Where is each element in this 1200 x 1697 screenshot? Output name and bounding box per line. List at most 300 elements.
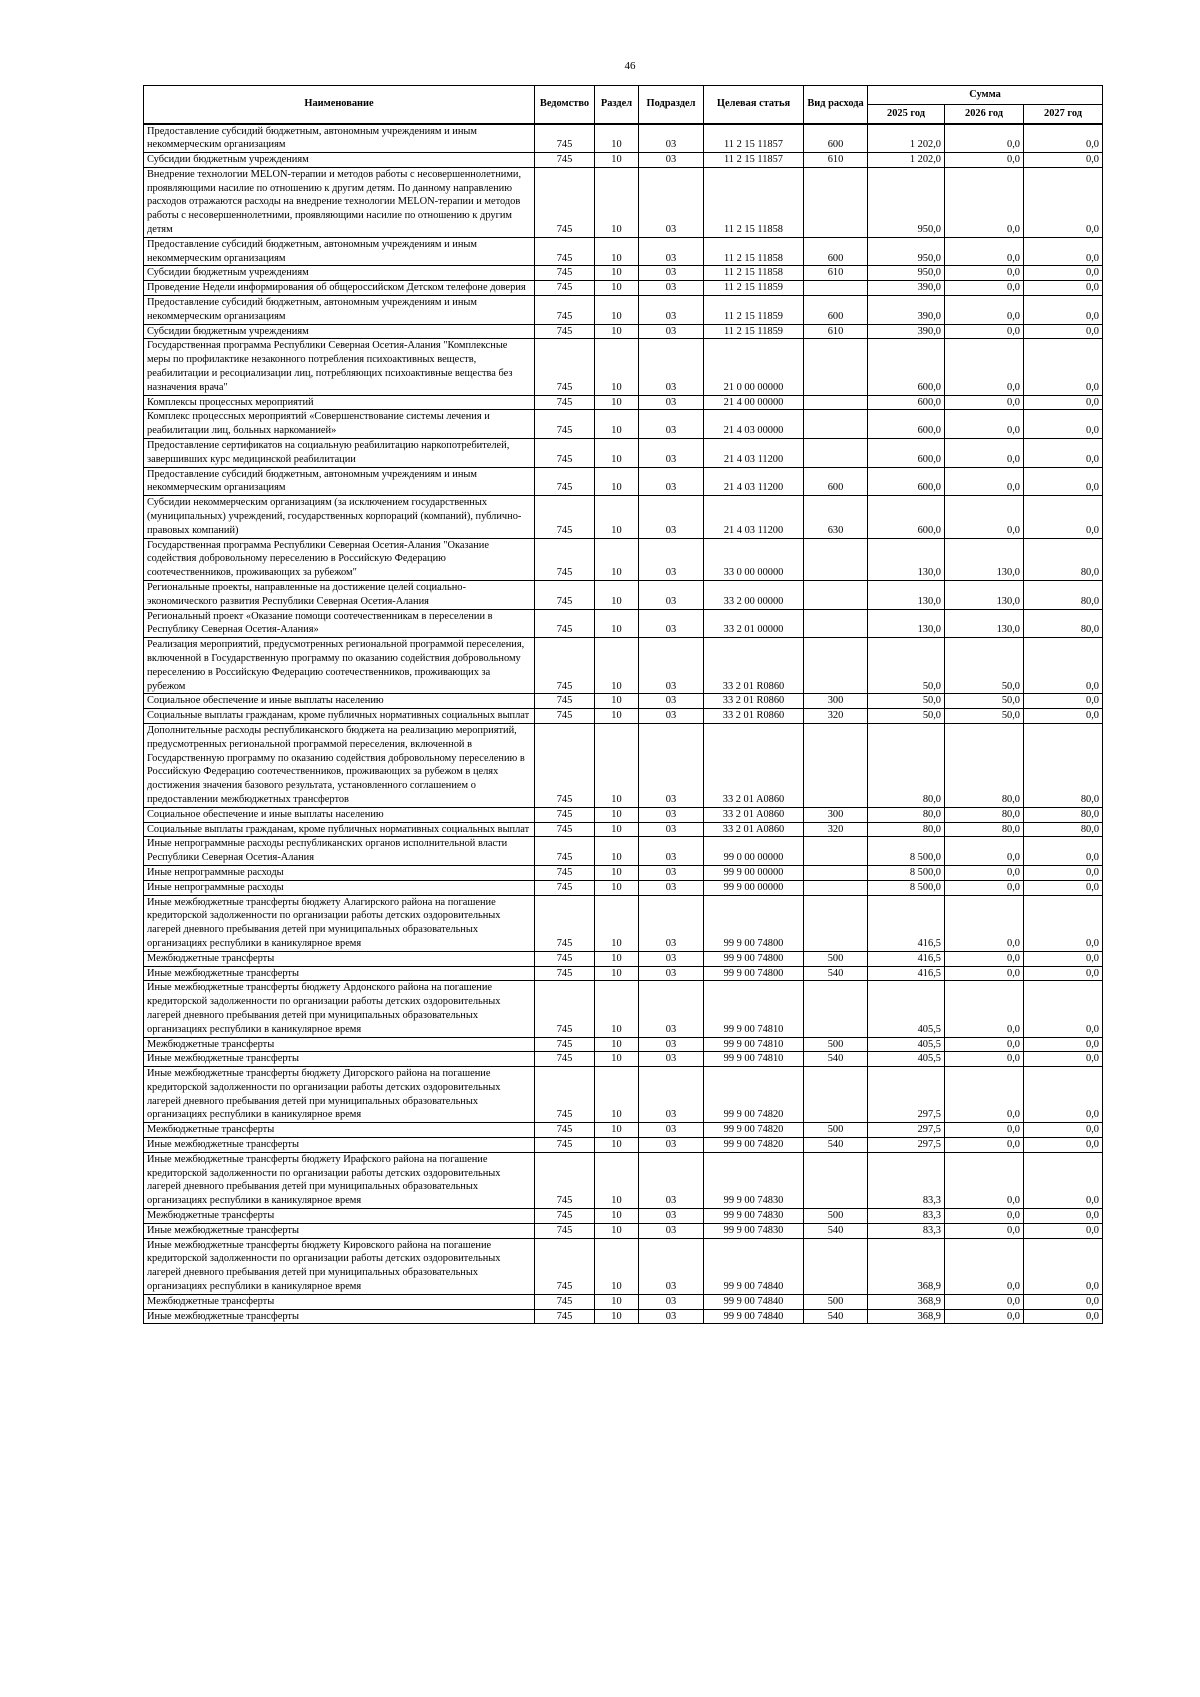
cell-tselevaya-statya: 99 9 00 74810 — [704, 981, 804, 1037]
cell-vedomstvo: 745 — [535, 1152, 595, 1208]
table-row — [144, 895, 1103, 951]
cell-sum-2027: 0,0 — [1024, 410, 1103, 439]
cell-vedomstvo: 745 — [535, 339, 595, 395]
cell-razdel: 10 — [595, 237, 639, 266]
cell-sum-2027: 0,0 — [1024, 1052, 1103, 1067]
cell-sum-2026: 0,0 — [945, 1294, 1024, 1309]
cell-sum-2025: 600,0 — [868, 395, 945, 410]
cell-razdel: 10 — [595, 1309, 639, 1324]
table-row — [144, 837, 1103, 866]
cell-razdel: 10 — [595, 638, 639, 694]
cell-vid-raskhoda — [804, 410, 868, 439]
cell-vid-raskhoda — [804, 981, 868, 1037]
cell-sum-2027: 0,0 — [1024, 709, 1103, 724]
cell-razdel: 10 — [595, 581, 639, 610]
cell-razdel: 10 — [595, 1037, 639, 1052]
cell-razdel: 10 — [595, 496, 639, 538]
cell-sum-2025: 8 500,0 — [868, 880, 945, 895]
cell-sum-2026: 0,0 — [945, 981, 1024, 1037]
cell-razdel: 10 — [595, 1123, 639, 1138]
cell-vid-raskhoda: 500 — [804, 1294, 868, 1309]
table-row — [144, 1067, 1103, 1123]
cell-sum-2026: 0,0 — [945, 880, 1024, 895]
cell-sum-2027: 0,0 — [1024, 467, 1103, 496]
cell-razdel: 10 — [595, 1138, 639, 1153]
table-row — [144, 822, 1103, 837]
cell-vedomstvo: 745 — [535, 281, 595, 296]
cell-sum-2027: 0,0 — [1024, 1152, 1103, 1208]
cell-razdel: 10 — [595, 1294, 639, 1309]
cell-vid-raskhoda — [804, 395, 868, 410]
cell-vid-raskhoda: 500 — [804, 1123, 868, 1138]
cell-name: Субсидии бюджетным учреждениям — [144, 153, 535, 168]
table-row — [144, 439, 1103, 468]
cell-sum-2026: 0,0 — [945, 496, 1024, 538]
cell-sum-2026: 130,0 — [945, 609, 1024, 638]
cell-sum-2025: 416,5 — [868, 966, 945, 981]
cell-vid-raskhoda — [804, 1238, 868, 1294]
cell-name: Региональный проект «Оказание помощи соотечественникам в переселении в Республику Северная Осетия-Алания» — [144, 609, 535, 638]
cell-podrazdel: 03 — [639, 709, 704, 724]
cell-sum-2026: 0,0 — [945, 153, 1024, 168]
cell-razdel: 10 — [595, 822, 639, 837]
cell-sum-2025: 50,0 — [868, 694, 945, 709]
table-row — [144, 609, 1103, 638]
cell-name: Предоставление субсидий бюджетным, автономным учреждениям и иным некоммерческим организациям — [144, 467, 535, 496]
cell-sum-2025: 390,0 — [868, 296, 945, 325]
cell-razdel: 10 — [595, 1238, 639, 1294]
cell-sum-2025: 405,5 — [868, 1052, 945, 1067]
cell-sum-2026: 0,0 — [945, 951, 1024, 966]
cell-vedomstvo: 745 — [535, 609, 595, 638]
cell-tselevaya-statya: 99 9 00 74840 — [704, 1309, 804, 1324]
cell-sum-2026: 0,0 — [945, 339, 1024, 395]
cell-vedomstvo: 745 — [535, 266, 595, 281]
cell-sum-2026: 0,0 — [945, 124, 1024, 153]
cell-sum-2026: 0,0 — [945, 1209, 1024, 1224]
cell-razdel: 10 — [595, 153, 639, 168]
cell-podrazdel: 03 — [639, 237, 704, 266]
cell-tselevaya-statya: 99 9 00 74820 — [704, 1138, 804, 1153]
cell-tselevaya-statya: 11 2 15 11857 — [704, 124, 804, 153]
cell-sum-2025: 1 202,0 — [868, 124, 945, 153]
cell-sum-2027: 0,0 — [1024, 694, 1103, 709]
cell-vedomstvo: 745 — [535, 723, 595, 807]
cell-name: Социальные выплаты гражданам, кроме публичных нормативных социальных выплат — [144, 709, 535, 724]
cell-podrazdel: 03 — [639, 609, 704, 638]
cell-vid-raskhoda: 610 — [804, 266, 868, 281]
cell-vedomstvo: 745 — [535, 1052, 595, 1067]
cell-sum-2026: 0,0 — [945, 1138, 1024, 1153]
cell-sum-2026: 0,0 — [945, 865, 1024, 880]
cell-razdel: 10 — [595, 1152, 639, 1208]
table-row — [144, 153, 1103, 168]
cell-sum-2026: 80,0 — [945, 807, 1024, 822]
cell-podrazdel: 03 — [639, 581, 704, 610]
cell-sum-2026: 0,0 — [945, 1152, 1024, 1208]
header-vid-raskhoda: Вид расхода — [804, 86, 868, 124]
cell-vid-raskhoda: 630 — [804, 496, 868, 538]
cell-name: Государственная программа Республики Северная Осетия-Алания "Оказание содействия добровольному переселению в Российскую Федерацию соотечественников, проживающих за рубежом" — [144, 538, 535, 580]
cell-sum-2027: 0,0 — [1024, 981, 1103, 1037]
cell-vid-raskhoda: 500 — [804, 1037, 868, 1052]
cell-sum-2026: 50,0 — [945, 694, 1024, 709]
cell-sum-2027: 0,0 — [1024, 1037, 1103, 1052]
cell-tselevaya-statya: 99 9 00 74840 — [704, 1294, 804, 1309]
cell-sum-2027: 0,0 — [1024, 1138, 1103, 1153]
cell-sum-2025: 50,0 — [868, 709, 945, 724]
table-row — [144, 281, 1103, 296]
cell-podrazdel: 03 — [639, 837, 704, 866]
cell-podrazdel: 03 — [639, 281, 704, 296]
cell-vedomstvo: 745 — [535, 1238, 595, 1294]
table-row — [144, 496, 1103, 538]
cell-name: Межбюджетные трансферты — [144, 951, 535, 966]
cell-vedomstvo: 745 — [535, 439, 595, 468]
cell-name: Межбюджетные трансферты — [144, 1209, 535, 1224]
cell-sum-2026: 0,0 — [945, 266, 1024, 281]
cell-vedomstvo: 745 — [535, 951, 595, 966]
cell-vedomstvo: 745 — [535, 709, 595, 724]
cell-tselevaya-statya: 21 4 00 00000 — [704, 395, 804, 410]
header-podrazdel: Подраздел — [639, 86, 704, 124]
cell-sum-2027: 0,0 — [1024, 296, 1103, 325]
table-row — [144, 709, 1103, 724]
cell-sum-2026: 0,0 — [945, 439, 1024, 468]
cell-podrazdel: 03 — [639, 410, 704, 439]
cell-sum-2025: 80,0 — [868, 822, 945, 837]
cell-tselevaya-statya: 11 2 15 11857 — [704, 153, 804, 168]
cell-sum-2026: 0,0 — [945, 296, 1024, 325]
table-row — [144, 410, 1103, 439]
cell-name: Дополнительные расходы республиканского бюджета на реализацию мероприятий, предусмотренных региональной программой переселения, включенной в Государственную программу по оказанию содействия добровольному переселению в Российскую Федерацию соотечественников, проживающих за рубежом в целях достижения значения базового результата, установленного соглашением о предоставлении межбюджетных трансфертов — [144, 723, 535, 807]
cell-vedomstvo: 745 — [535, 1294, 595, 1309]
cell-sum-2025: 8 500,0 — [868, 865, 945, 880]
cell-vedomstvo: 745 — [535, 966, 595, 981]
cell-vedomstvo: 745 — [535, 865, 595, 880]
cell-podrazdel: 03 — [639, 167, 704, 237]
cell-vid-raskhoda — [804, 167, 868, 237]
cell-sum-2025: 950,0 — [868, 167, 945, 237]
cell-sum-2027: 0,0 — [1024, 1209, 1103, 1224]
table-row — [144, 981, 1103, 1037]
cell-name: Иные межбюджетные трансферты — [144, 966, 535, 981]
cell-name: Иные межбюджетные трансферты бюджету Ирафского района на погашение кредиторской задолженности по организации работы детских оздоровительных лагерей дневного пребывания детей при муниципальных образовательных организациях республики в каникулярное время — [144, 1152, 535, 1208]
cell-vid-raskhoda — [804, 837, 868, 866]
header-year-2025: 2025 год — [868, 105, 945, 124]
cell-vid-raskhoda: 600 — [804, 237, 868, 266]
cell-sum-2026: 0,0 — [945, 1037, 1024, 1052]
cell-name: Иные межбюджетные трансферты — [144, 1138, 535, 1153]
cell-vid-raskhoda: 540 — [804, 1223, 868, 1238]
table-row — [144, 723, 1103, 807]
cell-vid-raskhoda — [804, 339, 868, 395]
cell-vedomstvo: 745 — [535, 581, 595, 610]
cell-name: Внедрение технологии MELON-терапии и методов работы с несовершеннолетними, проявляющими насилие по отношению к другим детям. По данному направлению расходов отражаются расходы на внедрение технологии MELON-терапии и методов работы с несовершеннолетними, проявляющими насилие по отношению к другим детям — [144, 167, 535, 237]
cell-name: Иные межбюджетные трансферты — [144, 1223, 535, 1238]
cell-razdel: 10 — [595, 439, 639, 468]
cell-vid-raskhoda — [804, 1152, 868, 1208]
cell-podrazdel: 03 — [639, 895, 704, 951]
cell-podrazdel: 03 — [639, 1223, 704, 1238]
cell-vedomstvo: 745 — [535, 1209, 595, 1224]
cell-podrazdel: 03 — [639, 1309, 704, 1324]
cell-name: Социальное обеспечение и иные выплаты населению — [144, 807, 535, 822]
cell-name: Межбюджетные трансферты — [144, 1294, 535, 1309]
cell-name: Межбюджетные трансферты — [144, 1123, 535, 1138]
cell-sum-2025: 390,0 — [868, 324, 945, 339]
cell-sum-2026: 0,0 — [945, 1309, 1024, 1324]
cell-tselevaya-statya: 99 9 00 74820 — [704, 1067, 804, 1123]
cell-vedomstvo: 745 — [535, 895, 595, 951]
cell-sum-2026: 0,0 — [945, 1067, 1024, 1123]
cell-tselevaya-statya: 21 4 03 11200 — [704, 496, 804, 538]
cell-vid-raskhoda: 540 — [804, 1052, 868, 1067]
cell-vid-raskhoda: 300 — [804, 807, 868, 822]
cell-tselevaya-statya: 33 2 01 A0860 — [704, 723, 804, 807]
cell-tselevaya-statya: 99 9 00 74810 — [704, 1052, 804, 1067]
cell-vid-raskhoda: 600 — [804, 467, 868, 496]
cell-sum-2027: 80,0 — [1024, 807, 1103, 822]
table-row — [144, 1052, 1103, 1067]
cell-sum-2025: 80,0 — [868, 807, 945, 822]
cell-vid-raskhoda: 500 — [804, 951, 868, 966]
cell-vid-raskhoda — [804, 609, 868, 638]
header-summa: Сумма — [868, 86, 1103, 105]
cell-podrazdel: 03 — [639, 1123, 704, 1138]
cell-name: Субсидии бюджетным учреждениям — [144, 266, 535, 281]
cell-razdel: 10 — [595, 1052, 639, 1067]
cell-razdel: 10 — [595, 709, 639, 724]
cell-sum-2026: 130,0 — [945, 538, 1024, 580]
cell-vedomstvo: 745 — [535, 296, 595, 325]
cell-tselevaya-statya: 99 9 00 74800 — [704, 951, 804, 966]
table-row — [144, 324, 1103, 339]
cell-sum-2025: 83,3 — [868, 1223, 945, 1238]
cell-name: Иные межбюджетные трансферты — [144, 1309, 535, 1324]
table-row — [144, 395, 1103, 410]
cell-tselevaya-statya: 11 2 15 11858 — [704, 266, 804, 281]
cell-vid-raskhoda — [804, 439, 868, 468]
cell-podrazdel: 03 — [639, 1294, 704, 1309]
cell-razdel: 10 — [595, 266, 639, 281]
cell-vedomstvo: 745 — [535, 467, 595, 496]
cell-sum-2025: 416,5 — [868, 951, 945, 966]
cell-sum-2025: 368,9 — [868, 1238, 945, 1294]
cell-sum-2026: 0,0 — [945, 281, 1024, 296]
cell-sum-2026: 80,0 — [945, 723, 1024, 807]
cell-vedomstvo: 745 — [535, 1223, 595, 1238]
table-row — [144, 1209, 1103, 1224]
cell-name: Иные межбюджетные трансферты бюджету Алагирского района на погашение кредиторской задолженности по организации работы детских оздоровительных лагерей дневного пребывания детей при муниципальных образовательных организациях республики в каникулярное время — [144, 895, 535, 951]
cell-vid-raskhoda: 610 — [804, 324, 868, 339]
cell-vid-raskhoda — [804, 581, 868, 610]
cell-sum-2027: 0,0 — [1024, 124, 1103, 153]
cell-razdel: 10 — [595, 1209, 639, 1224]
table-row — [144, 467, 1103, 496]
table-row — [144, 296, 1103, 325]
cell-razdel: 10 — [595, 467, 639, 496]
cell-sum-2027: 0,0 — [1024, 395, 1103, 410]
cell-podrazdel: 03 — [639, 339, 704, 395]
cell-vid-raskhoda: 540 — [804, 1138, 868, 1153]
cell-sum-2025: 83,3 — [868, 1209, 945, 1224]
header-tselevaya-statya: Целевая статья — [704, 86, 804, 124]
cell-sum-2026: 0,0 — [945, 324, 1024, 339]
cell-sum-2027: 0,0 — [1024, 895, 1103, 951]
cell-podrazdel: 03 — [639, 1037, 704, 1052]
cell-tselevaya-statya: 33 0 00 00000 — [704, 538, 804, 580]
cell-sum-2026: 0,0 — [945, 1052, 1024, 1067]
table-row — [144, 538, 1103, 580]
cell-name: Государственная программа Республики Северная Осетия-Алания "Комплексные меры по профилактике незаконного потребления психоактивных веществ, реабилитации и ресоциализации лиц, потребляющих психоактивные вещества без назначения врача" — [144, 339, 535, 395]
cell-razdel: 10 — [595, 609, 639, 638]
cell-tselevaya-statya: 99 9 00 74840 — [704, 1238, 804, 1294]
cell-sum-2025: 50,0 — [868, 638, 945, 694]
cell-sum-2027: 0,0 — [1024, 167, 1103, 237]
cell-razdel: 10 — [595, 296, 639, 325]
cell-name: Иные межбюджетные трансферты бюджету Ардонского района на погашение кредиторской задолженности по организации работы детских оздоровительных лагерей дневного пребывания детей при муниципальных образовательных организациях республики в каникулярное время — [144, 981, 535, 1037]
cell-sum-2027: 80,0 — [1024, 538, 1103, 580]
cell-sum-2025: 368,9 — [868, 1294, 945, 1309]
cell-vid-raskhoda — [804, 723, 868, 807]
cell-vid-raskhoda — [804, 865, 868, 880]
cell-vedomstvo: 745 — [535, 1138, 595, 1153]
cell-name: Предоставление субсидий бюджетным, автономным учреждениям и иным некоммерческим организациям — [144, 124, 535, 153]
cell-sum-2027: 0,0 — [1024, 638, 1103, 694]
cell-razdel: 10 — [595, 807, 639, 822]
cell-tselevaya-statya: 21 4 03 00000 — [704, 410, 804, 439]
cell-podrazdel: 03 — [639, 296, 704, 325]
cell-tselevaya-statya: 33 2 01 A0860 — [704, 822, 804, 837]
cell-sum-2026: 0,0 — [945, 1238, 1024, 1294]
cell-vedomstvo: 745 — [535, 496, 595, 538]
header-year-2027: 2027 год — [1024, 105, 1103, 124]
cell-sum-2026: 0,0 — [945, 966, 1024, 981]
cell-podrazdel: 03 — [639, 966, 704, 981]
table-row — [144, 1037, 1103, 1052]
cell-vid-raskhoda: 540 — [804, 966, 868, 981]
cell-podrazdel: 03 — [639, 638, 704, 694]
cell-sum-2025: 950,0 — [868, 237, 945, 266]
cell-vid-raskhoda: 610 — [804, 153, 868, 168]
cell-sum-2026: 0,0 — [945, 895, 1024, 951]
cell-podrazdel: 03 — [639, 723, 704, 807]
cell-razdel: 10 — [595, 723, 639, 807]
cell-sum-2025: 405,5 — [868, 981, 945, 1037]
cell-tselevaya-statya: 33 2 01 00000 — [704, 609, 804, 638]
cell-podrazdel: 03 — [639, 538, 704, 580]
cell-tselevaya-statya: 99 9 00 74810 — [704, 1037, 804, 1052]
cell-vedomstvo: 745 — [535, 237, 595, 266]
cell-vedomstvo: 745 — [535, 1067, 595, 1123]
cell-sum-2026: 0,0 — [945, 1123, 1024, 1138]
cell-sum-2025: 130,0 — [868, 538, 945, 580]
cell-podrazdel: 03 — [639, 880, 704, 895]
cell-sum-2027: 0,0 — [1024, 880, 1103, 895]
table-row — [144, 966, 1103, 981]
cell-tselevaya-statya: 33 2 01 R0860 — [704, 638, 804, 694]
cell-sum-2027: 0,0 — [1024, 1309, 1103, 1324]
table-row — [144, 1223, 1103, 1238]
cell-vid-raskhoda — [804, 638, 868, 694]
cell-vedomstvo: 745 — [535, 807, 595, 822]
cell-podrazdel: 03 — [639, 467, 704, 496]
cell-tselevaya-statya: 11 2 15 11859 — [704, 324, 804, 339]
cell-sum-2026: 130,0 — [945, 581, 1024, 610]
cell-vid-raskhoda — [804, 895, 868, 951]
cell-name: Иные непрограммные расходы — [144, 880, 535, 895]
cell-name: Социальные выплаты гражданам, кроме публичных нормативных социальных выплат — [144, 822, 535, 837]
cell-razdel: 10 — [595, 865, 639, 880]
cell-sum-2025: 600,0 — [868, 410, 945, 439]
table-row — [144, 865, 1103, 880]
cell-sum-2027: 0,0 — [1024, 837, 1103, 866]
table-row — [144, 1309, 1103, 1324]
cell-podrazdel: 03 — [639, 807, 704, 822]
cell-razdel: 10 — [595, 339, 639, 395]
cell-tselevaya-statya: 99 9 00 74830 — [704, 1152, 804, 1208]
cell-sum-2027: 0,0 — [1024, 266, 1103, 281]
cell-sum-2027: 0,0 — [1024, 1123, 1103, 1138]
cell-vedomstvo: 745 — [535, 395, 595, 410]
cell-razdel: 10 — [595, 410, 639, 439]
cell-razdel: 10 — [595, 1067, 639, 1123]
cell-tselevaya-statya: 21 0 00 00000 — [704, 339, 804, 395]
cell-razdel: 10 — [595, 966, 639, 981]
cell-sum-2027: 0,0 — [1024, 496, 1103, 538]
cell-tselevaya-statya: 99 9 00 00000 — [704, 880, 804, 895]
cell-sum-2027: 0,0 — [1024, 1238, 1103, 1294]
cell-sum-2027: 0,0 — [1024, 324, 1103, 339]
cell-sum-2027: 80,0 — [1024, 609, 1103, 638]
table-row — [144, 880, 1103, 895]
cell-sum-2026: 0,0 — [945, 467, 1024, 496]
cell-vedomstvo: 745 — [535, 822, 595, 837]
cell-sum-2025: 8 500,0 — [868, 837, 945, 866]
cell-podrazdel: 03 — [639, 865, 704, 880]
cell-razdel: 10 — [595, 324, 639, 339]
cell-podrazdel: 03 — [639, 1052, 704, 1067]
table-row — [144, 581, 1103, 610]
cell-name: Предоставление субсидий бюджетным, автономным учреждениям и иным некоммерческим организациям — [144, 296, 535, 325]
cell-name: Предоставление сертификатов на социальную реабилитацию наркопотребителей, завершивших курс медицинской реабилитации — [144, 439, 535, 468]
cell-tselevaya-statya: 99 9 00 74830 — [704, 1209, 804, 1224]
cell-vedomstvo: 745 — [535, 1309, 595, 1324]
cell-razdel: 10 — [595, 895, 639, 951]
cell-name: Субсидии бюджетным учреждениям — [144, 324, 535, 339]
table-header — [144, 86, 1103, 124]
cell-podrazdel: 03 — [639, 822, 704, 837]
cell-sum-2025: 80,0 — [868, 723, 945, 807]
cell-sum-2025: 416,5 — [868, 895, 945, 951]
cell-sum-2025: 83,3 — [868, 1152, 945, 1208]
cell-vid-raskhoda: 540 — [804, 1309, 868, 1324]
cell-name: Социальное обеспечение и иные выплаты населению — [144, 694, 535, 709]
cell-sum-2027: 0,0 — [1024, 1223, 1103, 1238]
table-row — [144, 339, 1103, 395]
cell-vedomstvo: 745 — [535, 153, 595, 168]
cell-sum-2025: 368,9 — [868, 1309, 945, 1324]
cell-razdel: 10 — [595, 538, 639, 580]
cell-name: Комплекс процессных мероприятий «Совершенствование системы лечения и реабилитации лиц, больных наркоманией» — [144, 410, 535, 439]
cell-sum-2027: 0,0 — [1024, 439, 1103, 468]
cell-vid-raskhoda — [804, 538, 868, 580]
cell-sum-2025: 600,0 — [868, 496, 945, 538]
cell-sum-2027: 0,0 — [1024, 237, 1103, 266]
cell-podrazdel: 03 — [639, 981, 704, 1037]
cell-podrazdel: 03 — [639, 439, 704, 468]
